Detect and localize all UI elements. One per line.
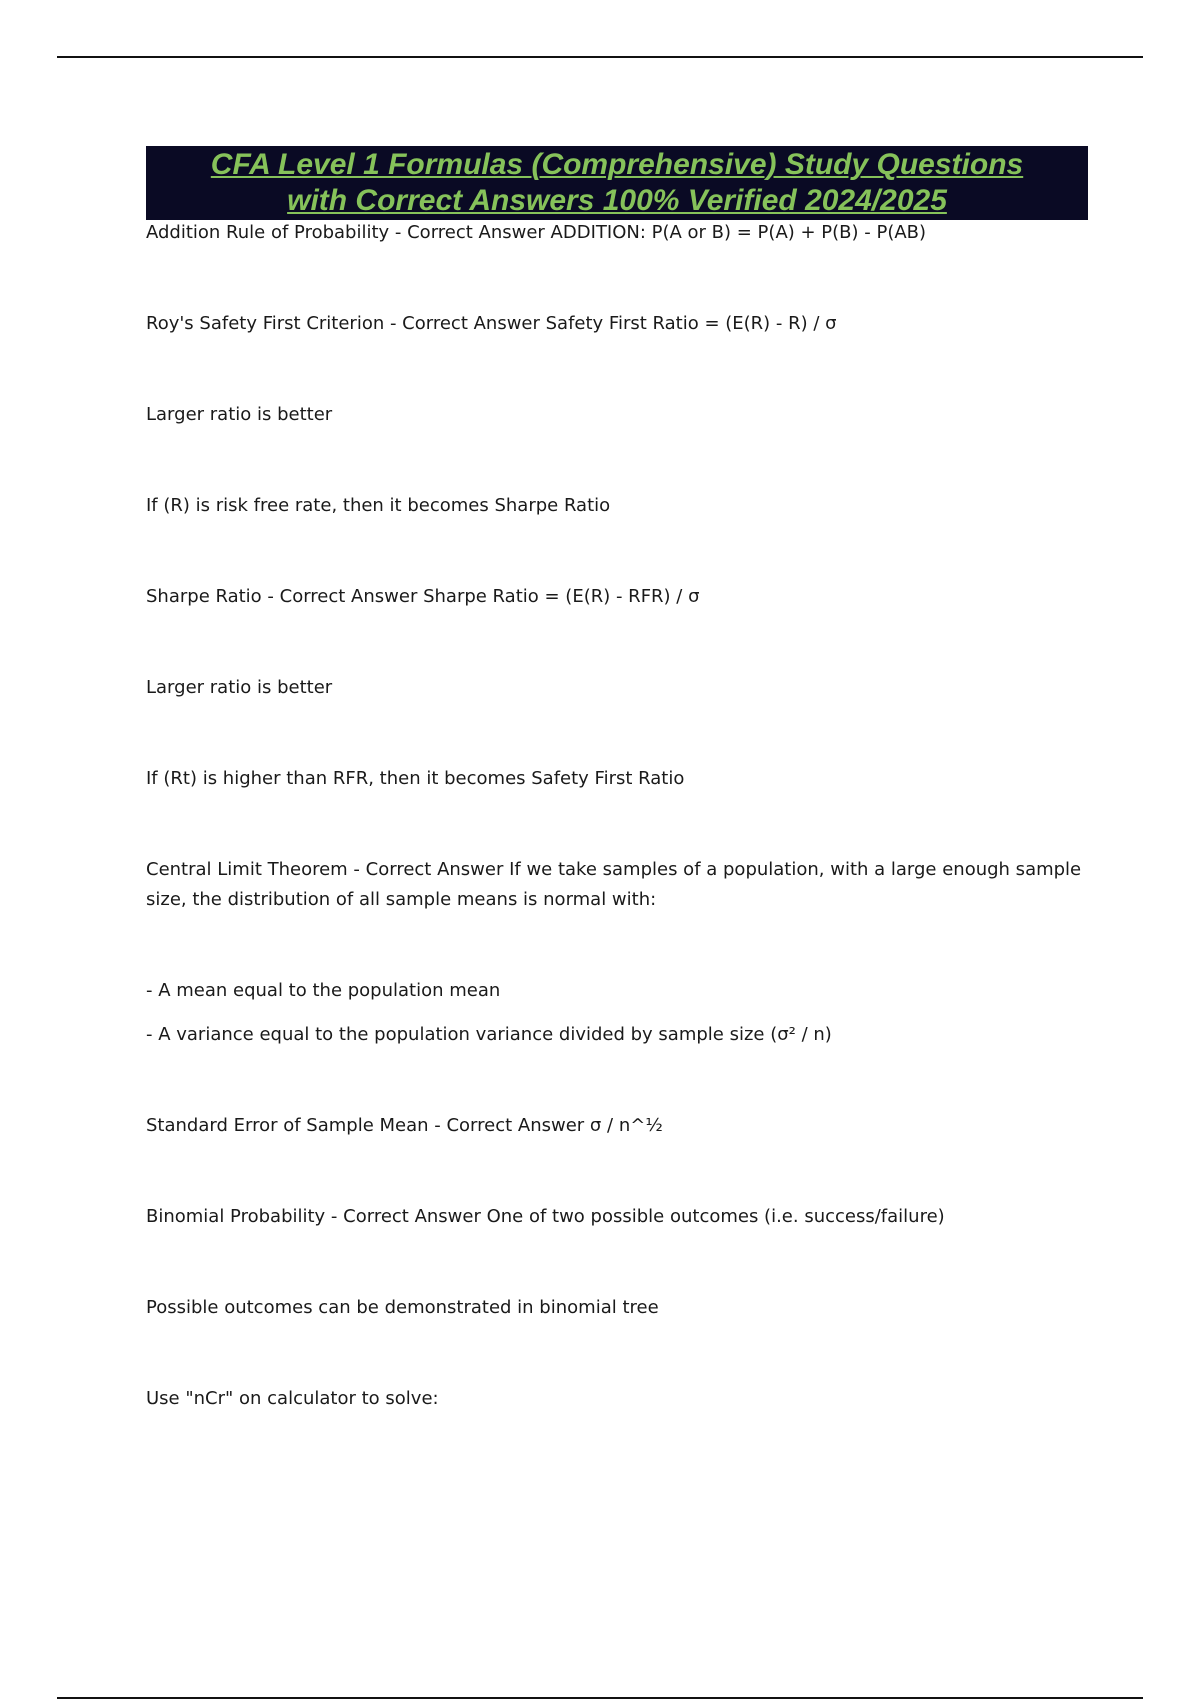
paragraph-sharpe-ratio: Sharpe Ratio - Correct Answer Sharpe Ratio = (E(R) - RFR) / σ — [146, 586, 700, 607]
top-divider — [57, 56, 1143, 58]
paragraph-risk-free-sharpe: If (R) is risk free rate, then it becomes Sharpe Ratio — [146, 495, 611, 516]
paragraph-ncr-calculator: Use "nCr" on calculator to solve: — [146, 1388, 439, 1409]
list-item-mean: - A mean equal to the population mean — [146, 980, 501, 1001]
title-line-1: CFA Level 1 Formulas (Comprehensive) Study Questions — [210, 148, 1024, 181]
paragraph-roys-safety-first: Roy's Safety First Criterion - Correct Answer Safety First Ratio = (E(R) - R) / σ — [146, 313, 837, 334]
paragraph-binomial-probability: Binomial Probability - Correct Answer One of two possible outcomes (i.e. success/failure) — [146, 1206, 945, 1227]
list-item-variance: - A variance equal to the population variance divided by sample size (σ² / n) — [146, 1024, 832, 1045]
paragraph-addition-rule: Addition Rule of Probability - Correct Answer ADDITION: P(A or B) = P(A) + P(B) - P(AB) — [146, 222, 927, 243]
title-banner — [146, 146, 1088, 220]
paragraph-rt-higher-rfr: If (Rt) is higher than RFR, then it becomes Safety First Ratio — [146, 768, 685, 789]
document-body — [146, 218, 1086, 1414]
paragraph-binomial-tree: Possible outcomes can be demonstrated in binomial tree — [146, 1297, 659, 1318]
bottom-divider — [57, 1697, 1143, 1699]
paragraph-larger-ratio-2: Larger ratio is better — [146, 677, 333, 698]
paragraph-standard-error: Standard Error of Sample Mean - Correct Answer σ / n^½ — [146, 1115, 663, 1136]
paragraph-central-limit-theorem: Central Limit Theorem - Correct Answer If we take samples of a population, with a large enough sample size, the distribution of all sample means is normal with: — [146, 859, 1082, 910]
title-line-2: with Correct Answers 100% Verified 2024/2025 — [287, 184, 947, 217]
paragraph-larger-ratio-1: Larger ratio is better — [146, 404, 333, 425]
